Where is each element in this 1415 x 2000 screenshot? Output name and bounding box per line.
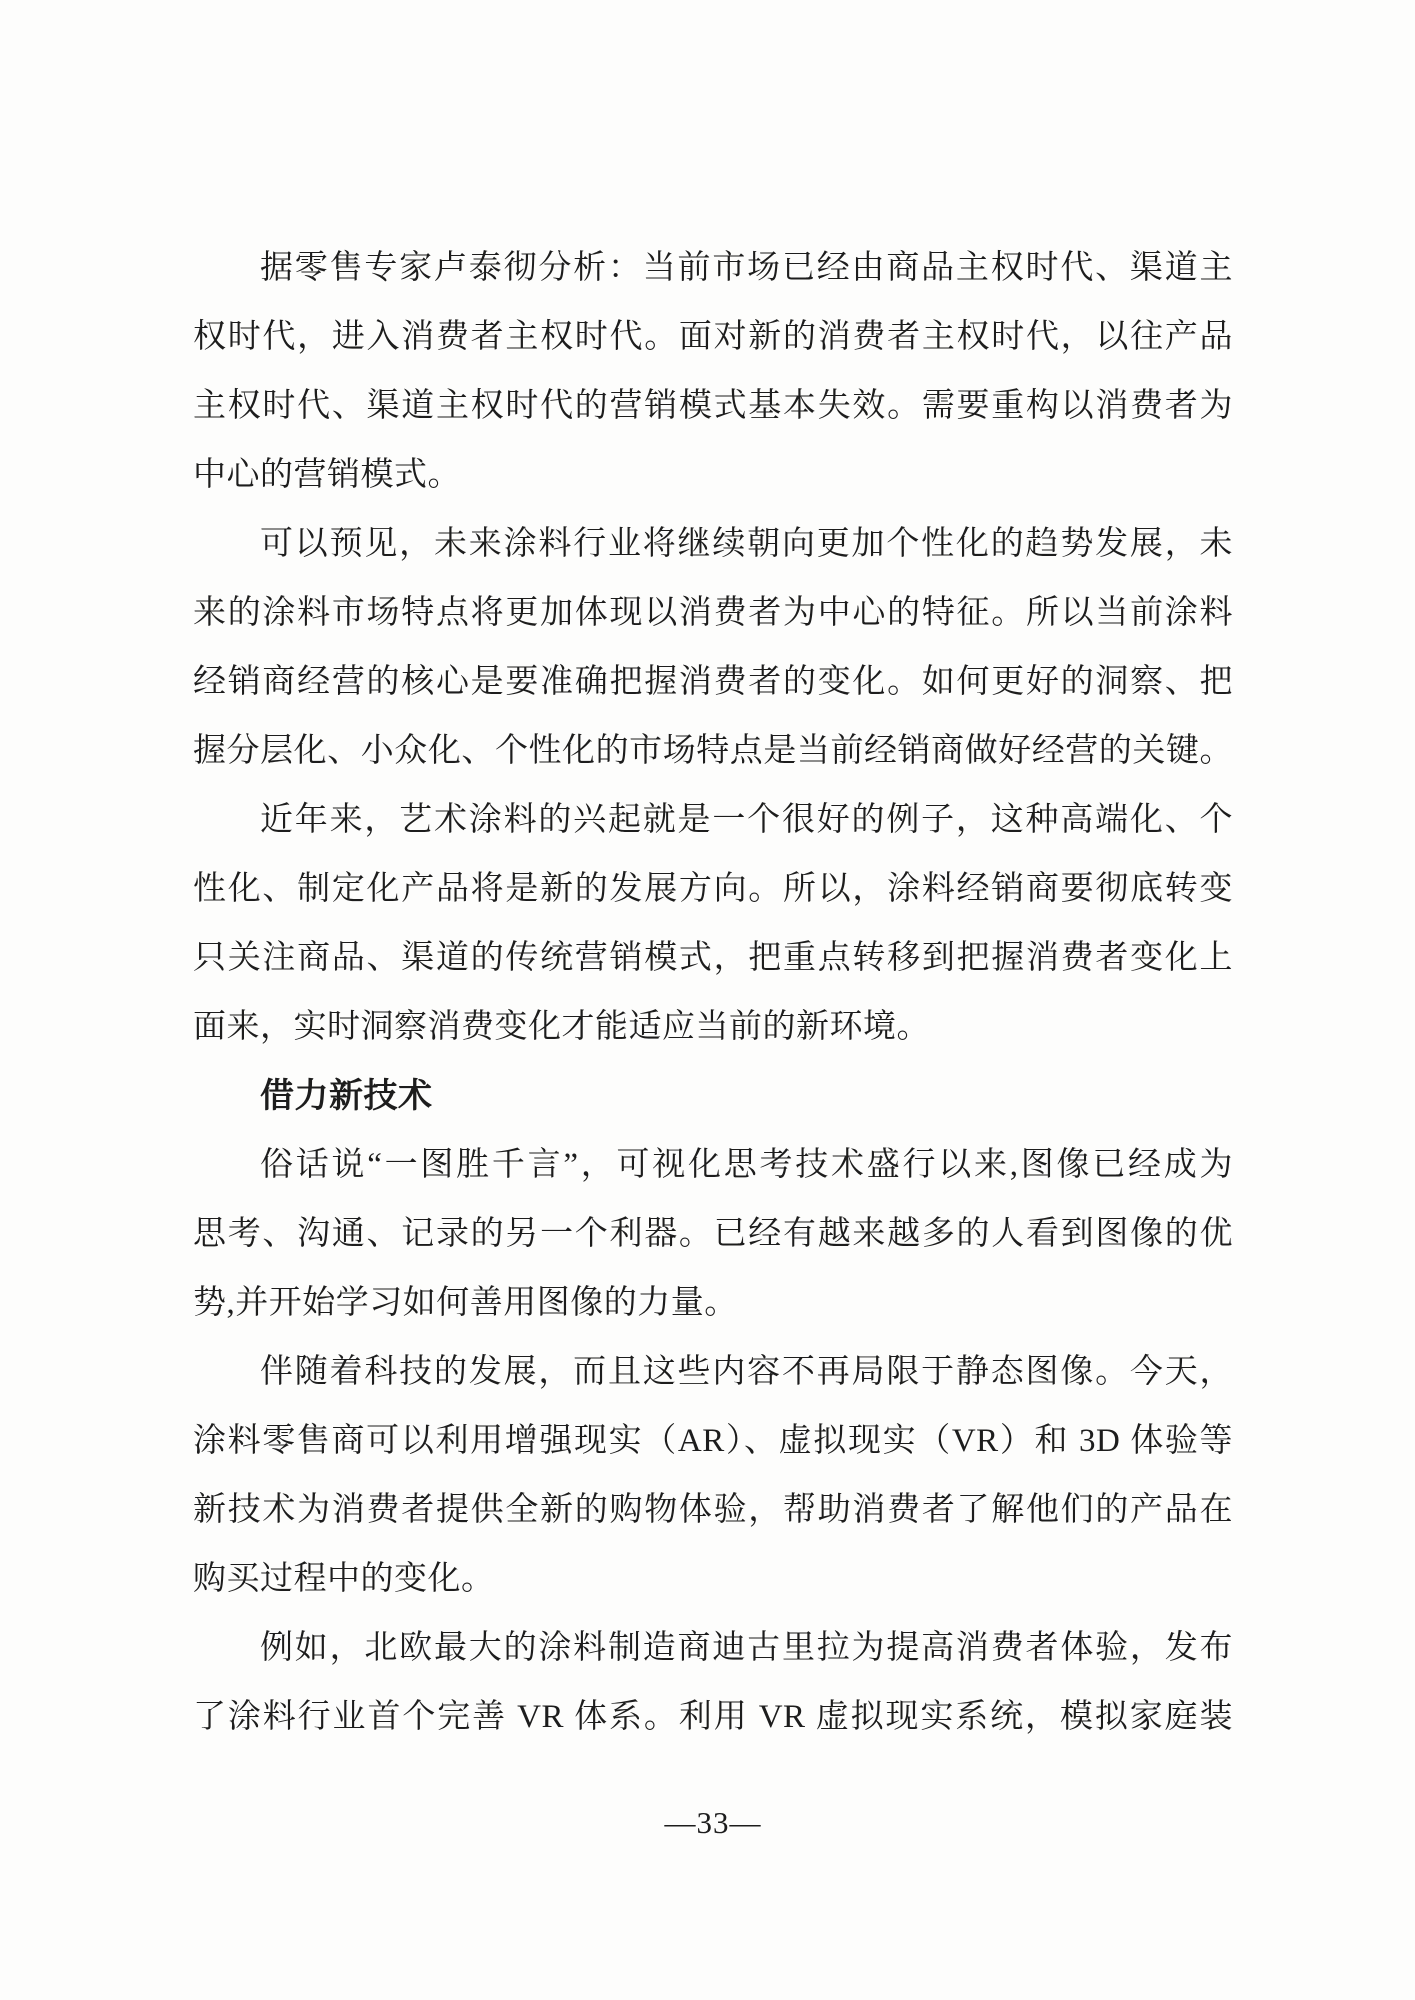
body-line: 例如，北欧最大的涂料制造商迪古里拉为提高消费者体验，发布	[260, 1630, 1233, 1666]
section-heading: 借力新技术	[260, 1077, 433, 1115]
body-line: 来的涂料市场特点将更加体现以消费者为中心的特征。所以当前涂料	[193, 595, 1233, 631]
body-line: 思考、沟通、记录的另一个利器。已经有越来越多的人看到图像的优	[193, 1216, 1233, 1252]
body-line: 购买过程中的变化。	[193, 1561, 495, 1597]
body-line: 势,并开始学习如何善用图像的力量。	[193, 1285, 738, 1321]
body-line: 主权时代、渠道主权时代的营销模式基本失效。需要重构以消费者为	[193, 388, 1233, 424]
body-line: 只关注商品、渠道的传统营销模式，把重点转移到把握消费者变化上	[193, 940, 1233, 976]
body-line: 握分层化、小众化、个性化的市场特点是当前经销商做好经营的关键。	[193, 733, 1233, 769]
body-line: 面来，实时洞察消费变化才能适应当前的新环境。	[193, 1009, 930, 1045]
body-line: 性化、制定化产品将是新的发展方向。所以，涂料经销商要彻底转变	[193, 871, 1233, 907]
body-line: 伴随着科技的发展，而且这些内容不再局限于静态图像。今天，	[260, 1354, 1233, 1390]
body-line: 了涂料行业首个完善 VR 体系。利用 VR 虚拟现实系统，模拟家庭装	[193, 1699, 1233, 1735]
body-line: 权时代，进入消费者主权时代。面对新的消费者主权时代，以往产品	[193, 319, 1233, 355]
body-line: 可以预见，未来涂料行业将继续朝向更加个性化的趋势发展，未	[260, 526, 1233, 562]
body-line: 据零售专家卢泰彻分析：当前市场已经由商品主权时代、渠道主	[260, 250, 1233, 286]
body-line: 近年来，艺术涂料的兴起就是一个很好的例子，这种高端化、个	[260, 802, 1233, 838]
page-number: —33—	[664, 1805, 762, 1840]
document-body	[193, 234, 1233, 1752]
body-line: 新技术为消费者提供全新的购物体验，帮助消费者了解他们的产品在	[193, 1492, 1233, 1528]
body-line: 中心的营销模式。	[193, 457, 461, 493]
body-line: 涂料零售商可以利用增强现实（AR）、虚拟现实（VR）和 3D 体验等	[193, 1423, 1233, 1459]
body-line: 俗话说“一图胜千言”，可视化思考技术盛行以来,图像已经成为	[260, 1147, 1233, 1183]
body-line: 经销商经营的核心是要准确把握消费者的变化。如何更好的洞察、把	[193, 664, 1233, 700]
